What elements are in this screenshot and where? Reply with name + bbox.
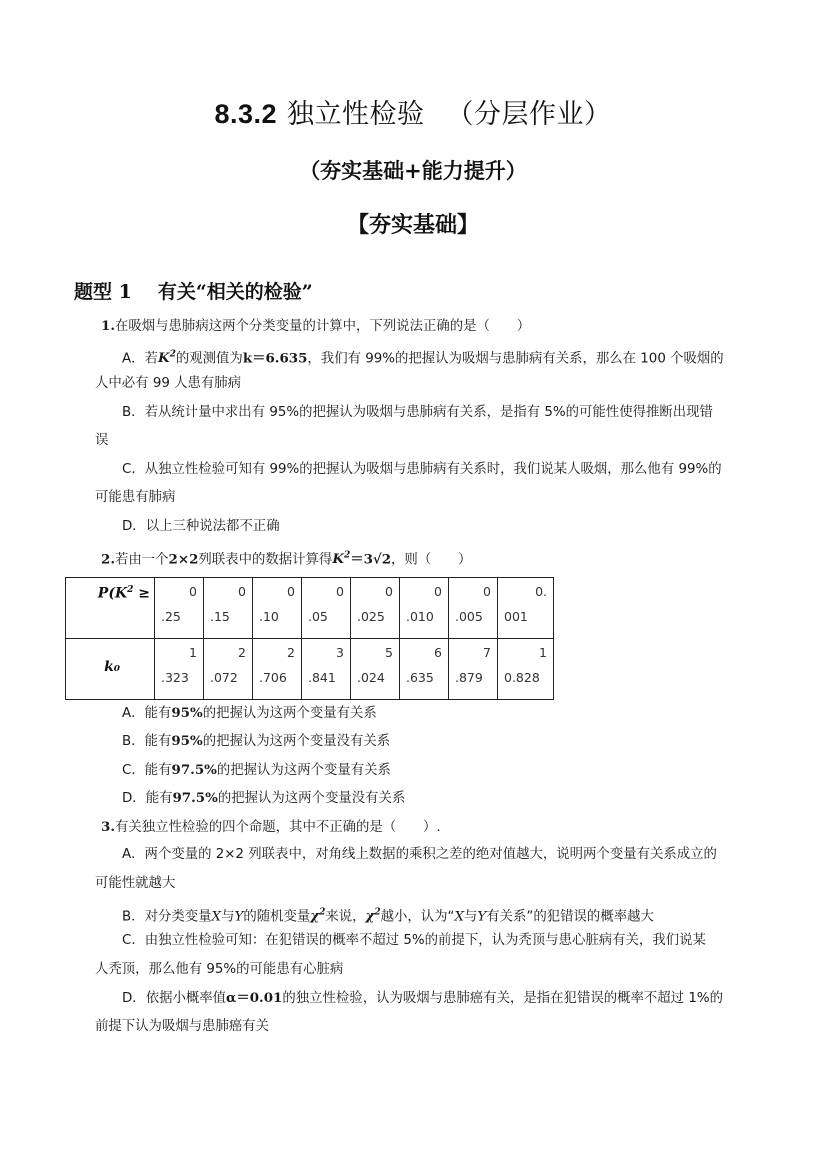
table-cell: [302, 639, 351, 700]
chi-squared: [310, 908, 325, 924]
table-cell: [498, 578, 554, 639]
cell-bottom: .635: [406, 670, 434, 685]
option-text: D．依据小概率值: [122, 991, 227, 1006]
cell-top: 5: [385, 645, 393, 660]
cell-top: 3: [336, 645, 344, 660]
question-type-heading: [74, 277, 313, 304]
option-text: 的把握认为这两个变量没有关系: [217, 791, 406, 806]
table-cell: [204, 578, 253, 639]
table-cell: [351, 578, 400, 639]
q3-option-a-cont: 可能性就越大: [95, 876, 176, 891]
option-text: 有关系”的犯错误的概率越大: [486, 909, 654, 925]
option-text: 来说，: [325, 909, 366, 925]
cell-top: 6: [434, 645, 442, 660]
question-number: 3.: [101, 819, 115, 835]
option-text: B．能有: [122, 734, 172, 749]
p-label-text: P(K: [97, 585, 128, 602]
cell-bottom: .05: [308, 609, 328, 624]
cell-bottom: .706: [259, 670, 287, 685]
cell-top: 2: [287, 645, 295, 660]
q2-option-c: [122, 761, 391, 780]
percent: 97.5%: [171, 762, 217, 778]
table-cell: [253, 639, 302, 700]
superscript: 2: [127, 585, 134, 595]
superscript: 2: [374, 908, 381, 918]
table-cell: [155, 578, 204, 639]
option-text: 越小，认为“: [380, 909, 455, 925]
percent: 95%: [171, 705, 203, 721]
q1-option-d: D．以上三种说法都不正确: [122, 519, 280, 534]
cell-bottom: 0.828: [504, 670, 540, 685]
chi-symbol: χ: [310, 908, 320, 925]
p-label: [98, 585, 150, 602]
cell-bottom: .10: [259, 609, 279, 624]
table-row: [66, 578, 554, 639]
cell-top: 0: [238, 584, 246, 599]
question-text: 在吸烟与患肺病这两个分类变量的计算中，下列说法正确的是（ ）: [114, 319, 531, 334]
k-value: k＝6.635: [242, 350, 308, 367]
option-text: 的把握认为这两个变量有关系: [202, 706, 377, 721]
section-heading: 【夯实基础】: [346, 212, 479, 238]
option-text: A．若: [122, 351, 158, 367]
table-cell: [302, 578, 351, 639]
option-text: B．对分类变量: [122, 909, 212, 925]
type-label: 题型 1: [74, 281, 132, 303]
variable-y: Y: [477, 909, 487, 925]
cell-bottom: .841: [308, 670, 336, 685]
table-cell: [253, 578, 302, 639]
cell-bottom: .25: [161, 609, 181, 624]
option-text: 与: [464, 909, 478, 925]
p-label-end: ≥: [133, 585, 150, 602]
k-symbol: K: [157, 350, 170, 367]
option-text: 的把握认为这两个变量没有关系: [202, 734, 391, 749]
cell-bottom: 001: [504, 609, 528, 624]
cell-bottom: .025: [357, 609, 385, 624]
table-cell: [351, 639, 400, 700]
page-subtitle: （夯实基础+能力提升）: [299, 158, 527, 183]
type-title: 有关“相关的检验”: [157, 281, 313, 303]
cell-bottom: .010: [406, 609, 434, 624]
superscript: 2: [319, 908, 326, 918]
question-1-stem: [101, 317, 530, 336]
option-text: 与: [221, 909, 235, 925]
percent: 95%: [171, 733, 203, 749]
q2-option-d: [122, 789, 405, 808]
k0-label: k₀: [104, 659, 120, 675]
q3-option-c: C．由独立性检验可知：在犯错误的概率不超过 5%的前提下，认为秃顶与患心脏病有关，我们说某: [122, 933, 706, 948]
q2-option-a: [122, 704, 377, 723]
question-text: 列联表中的数据计算得: [198, 552, 333, 568]
cell-top: 0.: [535, 584, 547, 599]
option-text: C．能有: [122, 763, 172, 778]
option-text: 的随机变量: [243, 909, 311, 925]
percent: 97.5%: [172, 790, 218, 806]
cell-top: 1: [539, 645, 547, 660]
question-text: 有关独立性检验的四个命题，其中不正确的是（ ）.: [114, 820, 441, 835]
option-text: 的独立性检验，认为吸烟与患肺癌有关，是指在犯错误的概率不超过 1%的: [282, 991, 723, 1006]
cell-top: 0: [336, 584, 344, 599]
cell-top: 0: [189, 584, 197, 599]
option-text: A．能有: [122, 706, 172, 721]
k-value: ＝3√2: [350, 551, 392, 568]
superscript: 2: [169, 350, 176, 360]
variable-x: X: [211, 909, 222, 925]
question-number: 2.: [101, 551, 115, 568]
k-squared: [158, 350, 176, 366]
q3-option-d-cont: 前提下认为吸烟与患肺癌有关: [95, 1019, 270, 1034]
option-text: 的观测值为: [175, 351, 243, 367]
cell-top: 0: [434, 584, 442, 599]
question-text: ，则（ ）: [391, 552, 472, 568]
table-row: [66, 639, 554, 700]
q1-option-c-cont: 可能患有肺病: [95, 490, 176, 505]
k-symbol: K: [332, 551, 344, 568]
cell-bottom: .072: [210, 670, 238, 685]
superscript: 2: [343, 551, 351, 561]
question-3-stem: [101, 818, 441, 837]
variable-y: Y: [234, 909, 244, 925]
q1-option-c: C．从独立性检验可知有 99%的把握认为吸烟与患肺病有关系时，我们说某人吸烟，那么他有 99%的: [122, 462, 722, 477]
table-cell: [400, 578, 449, 639]
cell-bottom: .005: [455, 609, 483, 624]
option-text: 的把握认为这两个变量有关系: [216, 763, 391, 778]
cell-bottom: .024: [357, 670, 385, 685]
table-header-cell: [66, 578, 155, 639]
q3-option-d: [122, 989, 723, 1008]
k-squared: [332, 551, 350, 567]
question-text: 若由一个: [114, 552, 169, 568]
q3-option-a: A．两个变量的 2×2 列联表中，对角线上数据的乘积之差的绝对值越大，说明两个变量有关系成立的: [122, 847, 717, 862]
option-text: ，我们有 99%的把握认为吸烟与患肺病有关系，那么在 100 个吸烟的: [307, 351, 724, 367]
q2-option-b: [122, 732, 390, 751]
critical-value-table: [65, 577, 554, 700]
cell-bottom: .15: [210, 609, 230, 624]
table-cell: [449, 639, 498, 700]
cell-top: 0: [385, 584, 393, 599]
cell-bottom: .323: [161, 670, 189, 685]
table-header-cell: [66, 639, 155, 700]
table-cell: [498, 639, 554, 700]
alpha-value: α＝0.01: [226, 990, 283, 1006]
title-number: 8.3.2: [214, 99, 278, 129]
table-cell: [449, 578, 498, 639]
q1-option-a-cont: 人中必有 99 人患有肺病: [95, 376, 242, 391]
cell-top: 1: [189, 645, 197, 660]
table-cell: [204, 639, 253, 700]
q3-option-c-cont: 人秃顶，那么他有 95%的可能患有心脏病: [95, 962, 344, 977]
chi-symbol: χ: [365, 908, 375, 925]
question-number: 1.: [101, 318, 115, 334]
title-text: 独立性检验: [287, 99, 425, 130]
title-paren: （分层作业）: [446, 99, 612, 130]
table-cell: [155, 639, 204, 700]
variable-x: X: [454, 909, 465, 925]
cell-top: 2: [238, 645, 246, 660]
q1-option-b-cont: 误: [95, 433, 109, 448]
chi-squared: [366, 908, 381, 924]
question-2-stem: [101, 547, 471, 569]
option-text: D．能有: [122, 791, 173, 806]
cell-top: 0: [287, 584, 295, 599]
q3-option-b: [122, 904, 654, 926]
cell-top: 7: [483, 645, 491, 660]
table-cell: [400, 639, 449, 700]
q1-option-b: B．若从统计量中求出有 95%的把握认为吸烟与患肺病有关系，是指有 5%的可能性使得推断出现错: [122, 405, 713, 420]
table-size: 2×2: [168, 551, 199, 568]
page-title: [0, 92, 826, 131]
cell-bottom: .879: [455, 670, 483, 685]
q1-option-a: [122, 346, 724, 368]
cell-top: 0: [483, 584, 491, 599]
